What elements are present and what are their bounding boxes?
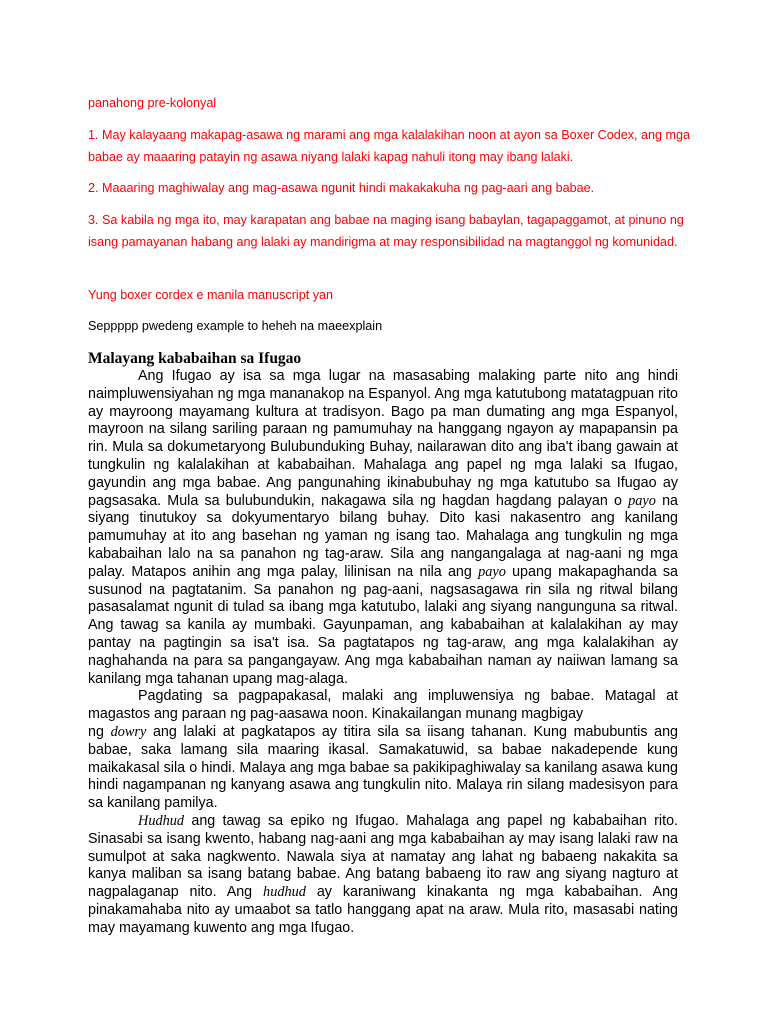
hudhud-term: Hudhud [138,812,185,829]
essay-body [88,368,678,938]
essay-title: Malayang kababaihan sa Ifugao [88,350,302,367]
example-note: Seppppp pwedeng example to heheh na maeexplain [88,319,383,333]
note-item-3: 3. Sa kabila ng mga ito, may karapatan ang babae na maging isang babaylan, tagapaggamot, at pinuno ng isang pamayanan habang ang lalaki ay mandirigma at may responsibilidad na magtanggol ng komunidad. [88,213,684,249]
note-item-1: 1. May kalayaang makapag-asawa ng marami ang mga kalalakihan noon at ayon sa Boxer Codex, ang mga babae ay maaaring patayin ng asawa niyang lalaki kapag nahuli itong may ibang lalaki. [88,128,691,164]
essay-paragraph-3 [88,813,678,938]
note-item-2: 2. Maaaring maghiwalay ang mag-asawa ngunit hindi makakakuha ng pag-aari ang babae. [88,181,595,195]
dowry-term: dowry [110,723,147,740]
p2-text-c: ang lalaki at pagkatapos ay titira sila sa iisang tahanan. Kung mabubuntis ang babae, saka lamang sila maaring ikasal. Samakatuwid, sa babae nakadepende kung maikakasal sila o hindi. Malaya ang mga babae sa pakikipaghiwalay sa kanilang asawa kung hindi nagampanan ng kanyang asawa ang tungkulin nito. Malaya rin silang madesisyon para sa kanilang pamilya. [88,723,678,812]
p2-text-b: ng [88,723,111,740]
p1-text-a: Ang Ifugao ay isa sa mga lugar na masasabing malaking parte nito ang hindi naimpluwensiyahan ng mga mananakop na Espanyol. Ang mga katutubong matatagpuan rito ay mayroong mayamang kultura at tradisyon. Bago pa man dumating ang mga Espanyol, mayroon na silang sariling paraan ng pamumuhay na hanggang ngayon ay mapapansin pa rin. Mula sa dokumetaryong Bulubunduking Buhay, nailarawan dito ang iba't ibang gawain at tungkulin ng kalalakihan at kababaihan. Mahalaga ang papel ng mga lalaki sa Ifugao, gayundin ang mga babae. Ang pangunahing ikinabubuhay ng mga katutubo sa Ifugao ay pagsasaka. Mula sa bulubundukin, nakagawa sila ng hagdan hagdang palayan o [88,368,678,509]
hudhud-term: hudhud [263,884,306,901]
essay-paragraph-2 [88,688,678,724]
p3-text-b: ay karaniwang kinakanta ng mga kababaihan. Ang pinakamahaba nito ay umaabot sa tatlo hanggang apat na araw. Mula rito, masasabi nating may mayamang kuwento ang mga Ifugao. [88,884,678,936]
notes-heading: panahong pre-kolonyal [88,96,217,110]
p1-text-c: upang makapaghanda sa susunod na pagtatanim. Sa panahon ng pag-aani, nagsasagawa rin sila ng ritwal bilang pasasalamat ngunit di tulad sa ibang mga katutubo, lalaki ang siyang nangunguna sa ritwal. Ang tawag sa kanila ay mumbaki. Gayunpaman, ang kababaihan at kalalakihan ay may pantay na pagtingin sa isa't isa. Sa pagtatapos ng tag-araw, ang mga kalalakihan ay naghahanda na para sa pangangayaw. Ang mga kababaihan naman ay naiiwan lamang sa kanilang mga tahanan upang mag-alaga. [88,563,678,687]
p3-text-a: ang tawag sa epiko ng Ifugao. Mahalaga ang papel ng kababaihan rito. Sinasabi sa isang kwento, habang nag-aani ang mga kababaihan ay may isang lalaki raw na sumulpot at saka nagkwento. Nawala siya at namatay ang lahat ng babaeng nakakita sa kanya maliban sa isang batang babae. Ang batang babaeng ito raw ang siyang nagturo at nagpalaganap nito. Ang [88,812,678,901]
p2-text-a: Pagdating sa pagpapakasal, malaki ang impluwensiya ng babae. Matagal at magastos ang paraan ng pag-aasawa noon. Kinakailangan munang magbigay [88,688,678,723]
essay-paragraph-2-cont [88,724,678,813]
payo-term: payo [628,492,656,509]
payo-term: payo [478,563,506,580]
p1-text-b: na siyang tinutukoy sa dokyumentaryo bilang buhay. Dito kasi nakasentro ang kanilang pamumuhay at ito ang basehan ng yaman ng isang tao. Mahalaga ang tungkulin ng mga kababaihan lalo na sa panahon ng tag-araw. Sila ang nangangalaga at nag-aani ng mga palay. Matapos anihin ang mga palay, lilinisan na nila ang [88,492,679,580]
essay-paragraph-1 [88,368,678,688]
boxer-codex-note: Yung boxer cordex e manila manuscript yan [88,288,334,302]
